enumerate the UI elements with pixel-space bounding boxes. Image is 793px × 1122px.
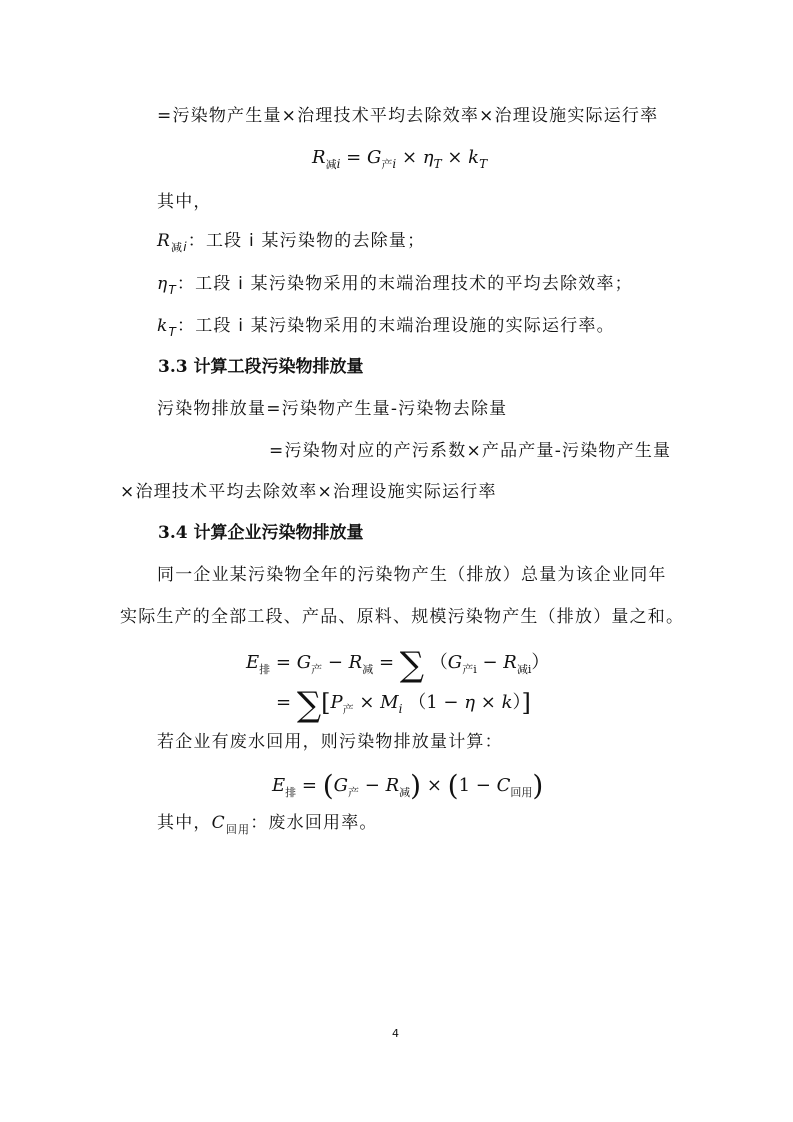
text-qizhong: 其中， — [157, 192, 212, 212]
text-3-4-b: 实际生产的全部工段、产品、原料、规模污染物产生（排放）量之和。 — [120, 607, 685, 627]
formula-total-line-1: $E_排 = G_产 - R_减$ = ∑ $(G_{产i} - R_{减i})$ — [246, 645, 550, 685]
definition-k: $k_T$：工段 i 某污染物采用的末端治理设施的实际运行率。 — [157, 316, 615, 339]
formula-total-line-2: = $\sum[P_产 \times M_i$ （1 − η × k）] — [276, 685, 531, 725]
definition-c: 其中，$C_{回用}$：废水回用率。 — [157, 813, 378, 836]
definition-r: $R_{减i}$：工段 i 某污染物的去除量； — [157, 231, 426, 254]
heading-3-3: 3.3 计算工段污染物排放量 — [158, 357, 364, 377]
text-3-4-a: 同一企业某污染物全年的污染物产生（排放）总量为该企业同年 — [157, 565, 667, 585]
text-3-4-c: 若企业有废水回用，则污染物排放量计算： — [157, 732, 503, 752]
definition-eta: $\eta_T$：工段 i 某污染物采用的末端治理技术的平均去除效率； — [157, 274, 633, 297]
formula-reuse: $E_排 = (G_产 - R_减) \times (1 - C_{回用})$ — [272, 769, 544, 802]
page-number: 4 — [392, 1027, 399, 1040]
formula-removal: $R_{减i} = G_{产i} \times \eta_T \times k_T$ — [312, 147, 488, 171]
text-3-3-a: 污染物排放量=污染物产生量-污染物去除量 — [157, 399, 508, 419]
heading-3-4: 3.4 计算企业污染物排放量 — [158, 523, 364, 543]
text-line-1: =污染物产生量×治理技术平均去除效率×治理设施实际运行率 — [157, 106, 659, 126]
text-3-3-c: ×治理技术平均去除效率×治理设施实际运行率 — [120, 482, 497, 502]
text-3-3-b: =污染物对应的产污系数×产品产量-污染物产生量 — [269, 441, 672, 461]
